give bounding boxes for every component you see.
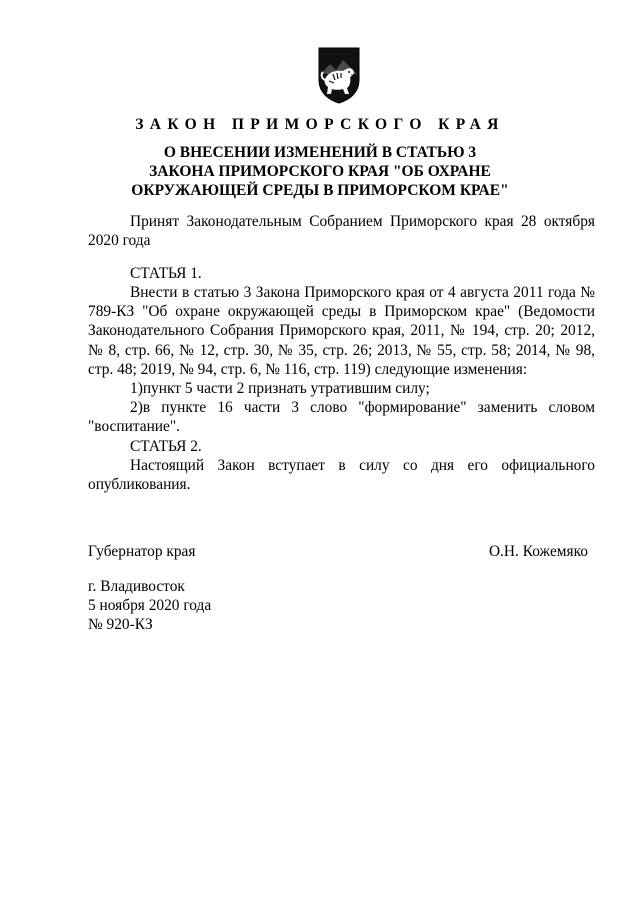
footer-date: 5 ноября 2020 года — [88, 597, 212, 615]
signatory-name: О.Н. Кожемяко — [488, 543, 588, 560]
adoption-note: Принят Законодательным Собранием Приморского края 28 октября 2020 года — [88, 213, 595, 250]
article-1-heading: СТАТЬЯ 1. — [130, 265, 202, 282]
law-title-line: О ВНЕСЕНИИ ИЗМЕНЕНИЙ В СТАТЬЮ 3 — [163, 144, 477, 161]
article-1-item-1: 1)пункт 5 части 2 признать утратившим силу; — [130, 380, 430, 398]
footer-number: № 920-КЗ — [88, 616, 153, 634]
signatory-position: Губернатор края — [88, 543, 196, 560]
article-2-text: Настоящий Закон вступает в силу со дня его официального опубликования. — [88, 457, 595, 494]
law-title-line: ЗАКОНА ПРИМОРСКОГО КРАЯ "ОБ ОХРАНЕ — [149, 163, 491, 180]
document-footer — [88, 577, 211, 635]
article-1-intro: Внести в статью 3 Закона Приморского края от 4 августа 2011 года № 789-КЗ "Об охране окружающей среды в Приморском крае" (Ведомости Законодательного Собрания Приморского края, 2011, № 194, стр. 20; 2012, № 8, стр. 66, № 12, стр. 30, № 35, стр. 26; 2013, № 55, стр. 58; 2014, № 98, стр. 48; 2019, № 94, стр. 6, № 116, стр. 119) следующие изменения: — [88, 284, 595, 378]
article-2-heading: СТАТЬЯ 2. — [130, 438, 202, 455]
document-type: ЗАКОН ПРИМОРСКОГО КРАЯ — [135, 116, 505, 133]
law-title-line: ОКРУЖАЮЩЕЙ СРЕДЫ В ПРИМОРСКОМ КРАЕ" — [131, 182, 509, 199]
law-title — [80, 143, 560, 200]
footer-city: г. Владивосток — [88, 578, 185, 595]
article-1-body — [88, 283, 595, 437]
article-1-item-2: 2)в пункте 16 части 3 слово "формирование" заменить словом "воспитание". — [88, 399, 595, 436]
coat-of-arms-icon — [316, 46, 362, 104]
